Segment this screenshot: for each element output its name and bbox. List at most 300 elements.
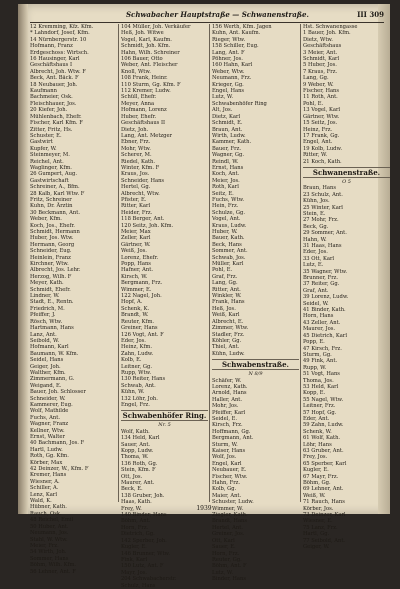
directory-entry: Schneider, W. xyxy=(30,395,66,402)
directory-entry: Ritter, Karl xyxy=(121,203,151,210)
directory-entry: Leitner, Frz. xyxy=(303,403,336,410)
directory-entry: Wolf, Mathilde xyxy=(30,408,69,415)
directory-entry: Roth, Gg. Kfm. xyxy=(30,453,69,460)
directory-entry: Weiß, Jos. xyxy=(121,248,147,255)
directory-entry: Schneider, Eug. xyxy=(30,248,72,255)
directory-entry: Huber, W. xyxy=(212,229,238,235)
directory-entry: 156 Werth, Kfm. Jagen xyxy=(212,24,272,30)
directory-entry: Wolf, Jos. xyxy=(212,454,237,461)
directory-entry: Bergmann, Frz. xyxy=(121,280,163,287)
directory-entry: Reindl, W. xyxy=(212,158,239,165)
directory-entry: Zimmermann, G. xyxy=(30,376,75,383)
directory-entry: Kühn, Ludw. xyxy=(212,350,245,357)
directory-entry: Brandt, Hans xyxy=(212,518,248,525)
directory-entry: Ebner, Frz. xyxy=(121,139,151,146)
directory-entry: Beck, E. xyxy=(121,486,143,493)
directory-entry: Huber, Ehefr. xyxy=(121,113,157,120)
directory-entry: Wald, K. xyxy=(30,498,52,505)
directory-entry: Kremer, Hans xyxy=(30,472,67,479)
directory-entry: Wiesner, A. xyxy=(30,478,60,485)
directory-entry: Lutz, W. xyxy=(212,569,233,576)
directory-entry: Kirsch, Frz. xyxy=(212,422,243,429)
street-grid-ref: Nr. 5 xyxy=(158,422,171,429)
directory-entry: Hein, Frz. xyxy=(212,203,239,210)
directory-entry: Köhler, Gg. xyxy=(212,337,242,344)
directory-entry: Hofmann, Lorenz xyxy=(121,107,167,114)
directory-entry: 122 Nagel, Joh. xyxy=(121,293,162,300)
page-number-top: III 309 xyxy=(357,10,384,19)
directory-entry: Sturm, W. xyxy=(212,441,238,448)
directory-entry: Böhm, Ant. F xyxy=(212,563,247,570)
directory-entry: 126 Vogt, Ant. F xyxy=(121,331,164,338)
directory-entry: 50 Huber, Ant. xyxy=(30,523,69,530)
directory-entry: Bergmann, Ant. xyxy=(212,435,254,442)
directory-entry: Kugler, E. xyxy=(121,544,147,551)
directory-entry: 112 Kremer, Ludw. xyxy=(121,88,171,95)
directory-entry: Lang, Gg. xyxy=(212,280,238,287)
directory-entry: 130 Reiter, Hans xyxy=(121,376,166,383)
directory-entry: 40 Bachmann, Jos. F xyxy=(30,440,85,447)
directory-entry: Schmidt, Ehefr. xyxy=(30,286,71,293)
directory-entry: Hartl, Ludw. xyxy=(30,446,63,453)
directory-entry: Fink, Karl xyxy=(121,556,148,563)
directory-entry: Schiller, A. xyxy=(30,485,59,492)
directory-entry: 48 Reichel, Emil xyxy=(30,517,74,524)
directory-entry: Seibold, W. xyxy=(30,337,60,344)
street-heading: Schwabenstraße. xyxy=(212,359,299,370)
directory-entry: Beck, Gg. xyxy=(303,223,329,230)
directory-entry: 71 Rauch, Hans xyxy=(303,499,345,506)
directory-entry: Zeller, Karl xyxy=(121,235,151,242)
directory-entry: Schuster, E. xyxy=(30,132,62,139)
directory-entry: Schmidt, Karl xyxy=(303,56,340,63)
directory-entry: Albrecht, Joh. Wtw. F xyxy=(30,68,86,75)
directory-entry: Pfeiffer, J. xyxy=(30,312,56,319)
directory-entry: Friedrich, M. xyxy=(30,305,65,312)
directory-entry: Pohl, E. xyxy=(303,100,324,107)
directory-entry: Körber, Max xyxy=(30,459,63,466)
directory-entry: Braun, Hans xyxy=(303,185,336,192)
directory-entry: 29 Sommer, Ant. xyxy=(303,230,347,237)
directory-entry: Horn, Hans xyxy=(303,313,334,320)
directory-entry: Koch, Jos., Ehefr. xyxy=(30,222,75,229)
directory-entry: Riedel, Kath. xyxy=(121,158,156,165)
directory-entry: Mayr, Jos. xyxy=(121,569,148,576)
directory-entry: Meyer, Kath. xyxy=(30,280,64,287)
directory-entry: Weiß, Karl xyxy=(212,312,240,319)
directory-entry: Weber, Ant. Fleischer xyxy=(121,62,178,69)
directory-entry: Ernst, Hans xyxy=(212,164,244,171)
directory-entry: Dietz, Karl xyxy=(212,113,241,120)
directory-entry: Engel, Ant. xyxy=(303,139,333,146)
directory-entry: 27 Mohr, Frz. xyxy=(303,217,339,224)
directory-entry: Herzog, Wilh. F xyxy=(30,273,72,280)
directory-entry: Schuster, Ludw. xyxy=(212,499,254,506)
directory-entry: Kraus, Jos. xyxy=(121,171,150,178)
directory-entry: Ernst, Walter xyxy=(30,434,65,440)
directory-entry: 16 Hausinger, Karl xyxy=(30,56,80,63)
directory-entry: Maier, Ant. xyxy=(212,492,242,499)
directory-entry: Engel, Hans xyxy=(212,88,245,95)
directory-entry: 160 Hahn, Karl xyxy=(212,62,253,69)
directory-entry: Greiner, Jos. xyxy=(212,531,245,538)
directory-entry: 20 Kiefer, Joh. xyxy=(30,107,68,114)
directory-entry: Lang, Ant. Metzger xyxy=(121,132,173,139)
directory-entry: Weigand, E. xyxy=(30,382,62,389)
directory-entry: Kolb, E. xyxy=(121,357,142,364)
directory-entry: Zitter, Fritz, Hs. xyxy=(30,126,73,133)
directory-page xyxy=(18,4,390,589)
directory-entry: Stadler, Frz. xyxy=(212,331,245,338)
directory-entry: Haas, Kath. xyxy=(121,499,152,506)
directory-entry: Meier, Jos. xyxy=(212,177,240,184)
directory-entry: Kupfer, W. xyxy=(30,145,57,152)
directory-entry: Schäfer, W. xyxy=(212,377,242,384)
directory-entry: 204 Schwabacherstr. xyxy=(121,576,177,583)
directory-entry: Zimmer, Wtw. xyxy=(212,325,249,332)
directory-entry: Gärtner, W. xyxy=(121,241,151,248)
directory-entry: Stadt, E., Rentn. xyxy=(30,299,74,306)
directory-entry: Leitner, Gg. xyxy=(121,363,152,370)
directory-entry: 47 Kirsch, Frz. xyxy=(303,345,342,352)
directory-entry: 120 Seitz, Joh. Kfm. xyxy=(121,222,174,229)
directory-entry: Rupp, Wtw. xyxy=(121,369,152,376)
directory-entry: Dietz, Joh. xyxy=(121,126,149,133)
page-header xyxy=(30,8,384,23)
directory-entry: Fischer, Hans xyxy=(303,88,340,95)
directory-entry: Ott, Jos. xyxy=(121,473,143,480)
directory-entry: Hübner, Kath. xyxy=(30,504,67,511)
directory-entry: 19 Kolb, Ludw. xyxy=(303,145,342,152)
directory-entry: 43 Zeller, Ant. xyxy=(303,319,341,326)
directory-entry: Reichel, Ant. xyxy=(30,158,64,165)
directory-entry: 65 Sperber, Karl xyxy=(303,460,347,467)
directory-entry: Fuchs, Wtw. xyxy=(212,196,245,203)
directory-entry: 150 Lutz, Ant. F xyxy=(121,563,164,570)
directory-entry: 134 Held, Karl xyxy=(121,435,160,442)
directory-entry: Hopf, A. xyxy=(121,299,143,306)
directory-entry: Ritter, W. xyxy=(303,152,328,159)
directory-entry: Schenk, W. xyxy=(303,428,332,435)
directory-entry: Brandt, W. xyxy=(121,312,149,319)
directory-entry: Weber, Wtw. xyxy=(212,68,245,75)
directory-entry: Wirth, Ludw. xyxy=(212,132,246,139)
directory-entry: Neumann, Jos. xyxy=(30,530,69,537)
directory-entry: Lorenz, Ehefr. xyxy=(121,254,159,261)
directory-entry: Albrecht, E. xyxy=(212,318,244,325)
directory-entry: Böhm, Ant. xyxy=(121,518,151,525)
directory-entry: 17 Frank, Gg. xyxy=(303,132,340,139)
directory-entry: Albrecht, Wtw. xyxy=(121,190,160,197)
directory-entry: Schulz, Hans xyxy=(121,582,156,589)
directory-entry: Geschäftshaus I xyxy=(30,62,73,69)
directory-entry: Horn, Frz. xyxy=(121,524,149,531)
directory-entry: Hermann, Georg xyxy=(30,241,75,248)
directory-entry: 25 Winter, Karl xyxy=(303,204,343,211)
directory-entry: Sauer, E. xyxy=(212,544,236,551)
directory-entry: 118 Berger, Ant. xyxy=(121,216,165,223)
directory-entry: Hafner, Ant. xyxy=(121,267,153,274)
directory-entry: Kühn, Jos. xyxy=(303,198,330,205)
directory-entry: Eder, Jos. xyxy=(303,249,328,256)
directory-entry: Hartmann, Hans xyxy=(30,325,74,332)
directory-entry: Kopp, Ludw. xyxy=(121,448,154,454)
directory-entry: 158 Schiller, Eug. xyxy=(212,43,259,50)
directory-entry: Pohl, E. xyxy=(212,267,233,274)
directory-entry: Scherer, M. xyxy=(121,152,152,159)
directory-entry: 39 Lorenz, Ludw. xyxy=(303,294,349,301)
directory-entry: Engel, Karl xyxy=(212,460,242,467)
running-head: Schwabacher Hauptstraße — Schwanenstraße. xyxy=(126,10,309,19)
directory-entry: 35 Wagner, Wtw. xyxy=(303,268,348,275)
column-rule xyxy=(300,24,301,502)
directory-entry: Rösch, Wtw. xyxy=(30,318,63,325)
directory-entry: 9 Weber, W. xyxy=(303,81,334,88)
directory-entry: Kuhn, Ant. Kaufm. xyxy=(212,30,261,37)
directory-entry: Schmidt, Hermann xyxy=(30,229,80,235)
directory-entry: Roth, Karl xyxy=(212,184,239,191)
directory-entry: Fuchs, Ant. xyxy=(30,414,60,421)
directory-entry: Lanz, Ant. xyxy=(30,331,57,338)
directory-entry: 42 Deinzer, W., Kfm. F xyxy=(30,466,89,473)
directory-entry: Graf, Ant. xyxy=(303,287,329,294)
directory-entry: Gastwirtschaft xyxy=(30,177,69,184)
directory-entry: Wimmer, E. xyxy=(121,286,152,293)
directory-entry: Neumann, Frz. xyxy=(212,75,252,82)
directory-entry: Fischer, Wtw. xyxy=(212,473,248,480)
directory-entry: Hst. Schwanengasse xyxy=(303,24,358,30)
directory-entry: Kaufmann xyxy=(30,88,57,95)
directory-entry: Meier, Frz. xyxy=(30,542,59,549)
directory-entry: Kellner, Wtw. xyxy=(30,427,65,434)
directory-entry: Kolb, Gg. xyxy=(212,486,237,493)
directory-entry: Heider, Frz. xyxy=(121,209,153,216)
directory-entry: Alt, Jos. xyxy=(212,107,233,114)
column-rule xyxy=(118,24,119,502)
directory-entry: Kopp, E. xyxy=(303,390,326,397)
directory-entry: Frey, W. xyxy=(121,505,142,512)
directory-entry: Binder, Hans xyxy=(212,576,247,583)
column-4 xyxy=(303,24,390,551)
directory-entry: Hoffmann, Gg. xyxy=(212,428,251,435)
directory-entry: 140 Binder, Hans xyxy=(121,512,167,519)
directory-entry: Stahl, W. Wtw. xyxy=(30,536,68,543)
directory-entry: Kaiser, Hans xyxy=(212,448,246,454)
street-grid-ref: O 5 xyxy=(342,178,351,185)
directory-entry: Hertel, Gg. xyxy=(121,184,151,191)
directory-entry: Schwabenhöfer Ring xyxy=(212,100,267,107)
column-1 xyxy=(30,24,117,575)
page-footer: 1939 xyxy=(196,505,212,512)
directory-entry: Schüll, Ehefr. xyxy=(121,94,157,101)
directory-entry: 13 Vogel, Karl xyxy=(303,107,341,114)
directory-entry: 146 Brunner, Wtw. xyxy=(121,550,171,557)
directory-entry: Seidel, E. xyxy=(212,415,238,422)
directory-entry: Vogel, Karl, Kaufm. xyxy=(121,36,172,43)
page-gutter xyxy=(18,4,28,514)
street-grid-ref: N 8/9 xyxy=(248,371,263,378)
directory-entry: Graf, Frz. xyxy=(212,273,238,280)
directory-entry: Braun, Ant. xyxy=(212,126,243,133)
directory-entry: 41 Binder, Kath. xyxy=(303,307,346,314)
directory-entry: Zahn, Ludw. xyxy=(121,350,154,357)
directory-entry: Frank, Hans xyxy=(212,299,245,306)
directory-entry: 77 Seibold, Ant. xyxy=(303,537,346,544)
directory-entry: 106 Bauer, Otto xyxy=(121,56,163,63)
directory-entry: 1 Bauer, Joh. Kfm. xyxy=(303,30,351,37)
directory-entry: 110 Sturm, Gg. Kfm. F xyxy=(121,81,181,88)
directory-entry: Kirchner, Wtw. xyxy=(30,261,69,268)
directory-entry: Kugler, E. xyxy=(303,467,329,474)
directory-entry: Ziegler, Kath. xyxy=(212,512,248,519)
directory-entry: Brunner, Frz. xyxy=(303,275,339,282)
directory-entry: Böhm, Wilh. Kfm. xyxy=(30,562,77,569)
directory-entry: Beck, Hans xyxy=(212,241,242,248)
directory-entry: Kammerer, Eug. xyxy=(30,401,73,408)
directory-entry: Wagner, Gg. xyxy=(212,152,245,159)
directory-entry: Müller, Karl xyxy=(212,261,244,268)
directory-entry: Stein, E. xyxy=(303,210,326,217)
directory-entry: 30 Beckmann, Ant. xyxy=(30,209,80,216)
directory-entry: Heß, Jos. xyxy=(212,305,236,312)
directory-entry: Löhr, Hans xyxy=(303,441,332,448)
directory-entry: Neubauer, E. xyxy=(212,467,247,474)
directory-entry: Rieger, Wtw. xyxy=(212,36,246,43)
directory-entry: Geschäftshaus II xyxy=(121,120,166,127)
directory-entry: Pfister, E. xyxy=(121,196,147,203)
directory-entry: Geiger, Joh. xyxy=(30,363,61,370)
directory-entry: Popp, Hans xyxy=(121,261,151,268)
directory-entry: Sauer, Ant. xyxy=(121,441,151,448)
directory-entry: Lutz, E. xyxy=(303,262,324,269)
directory-entry: Wiesner, E. xyxy=(303,518,333,525)
directory-entry: Schmidt, Joh. Kfm. xyxy=(121,43,171,50)
directory-entry: Körber, Jos. xyxy=(303,505,334,512)
directory-entry: Arnold, Hans xyxy=(212,390,247,397)
directory-entry: 138 Gruber, Joh. xyxy=(121,492,165,499)
directory-entry: Knoll, Wtw. xyxy=(121,68,151,75)
street-heading: Schwabenhöfer Ring. xyxy=(122,411,207,421)
directory-entry: Maurer, Ant. xyxy=(121,480,155,487)
directory-entry: Dietrich, Gg. xyxy=(121,531,155,538)
directory-entry: Mühlenbach, Ehefr. xyxy=(30,113,82,120)
directory-entry: Schwab, Ant. xyxy=(121,382,156,389)
directory-entry: 69 Lehner, Ant. xyxy=(303,486,344,493)
directory-entry: Hofmann, Karl xyxy=(30,344,69,351)
directory-entry: Reuter, Gg. xyxy=(212,556,242,563)
directory-entry: Fischer, Karl Kfm. F xyxy=(30,120,83,127)
directory-entry: 108 Frank, Heinr. xyxy=(121,75,168,82)
directory-entry: Kirsch, W. xyxy=(121,273,148,280)
directory-entry: Sommer, Ant. xyxy=(212,248,248,255)
directory-entry: Rauch, Osk. xyxy=(30,510,62,517)
directory-entry: Eder, Ant. xyxy=(303,415,330,422)
directory-entry: Ott, Karl xyxy=(212,537,235,544)
directory-entry: 23 Schulz, Ant. xyxy=(303,191,343,198)
directory-entry: Thiel, Ant. xyxy=(212,344,240,351)
directory-entry: Böhm, Gg. xyxy=(303,480,331,487)
directory-entry: 5 Huber, Jos. xyxy=(303,62,337,69)
directory-entry: * Lahndorf, Josef, Kfm. xyxy=(30,30,90,37)
directory-entry: 26 Gumpert, Aug. xyxy=(30,171,77,178)
directory-entry: Rupp, W. xyxy=(303,364,327,371)
directory-entry: Eder, Jos. xyxy=(121,337,146,344)
directory-entry: Engel, Frz. xyxy=(121,401,150,408)
directory-entry: Bauer, Kath. xyxy=(212,235,245,242)
directory-entry: Huber, Jos. Wtw. xyxy=(30,235,74,242)
column-3 xyxy=(212,24,299,583)
directory-entry: Wolf, Kath. xyxy=(121,428,150,435)
directory-entry: 53 Held, Karl xyxy=(303,383,339,390)
directory-entry: 73 Deinzer, Karl xyxy=(303,512,346,519)
directory-entry: Lorenz, Kath. xyxy=(212,383,248,390)
directory-entry: 33 Ott, Karl xyxy=(303,255,335,262)
directory-entry: Pfeiffer, Karl xyxy=(212,409,246,416)
directory-entry: Thoma, W. xyxy=(121,454,149,461)
directory-entry: Seidel, W. xyxy=(303,300,329,307)
directory-entry: 15 Seitz, Jos. xyxy=(303,120,338,127)
directory-entry: Weiß, W. xyxy=(303,492,326,499)
directory-entry: Vogel, Ant. xyxy=(212,216,241,223)
directory-entry: Lenz, Karl xyxy=(30,491,57,498)
directory-entry: Seitz, E. xyxy=(212,190,234,197)
directory-entry: Geiger, W. xyxy=(303,544,330,551)
directory-entry: Horn, Frz. xyxy=(212,550,240,557)
directory-entry: Kammer, Kath. xyxy=(212,139,252,146)
directory-entry: 61 Wolf, Kath. xyxy=(303,435,341,442)
directory-entry: 18 Neubauer, Joh. xyxy=(30,81,78,88)
directory-entry: Lang, Ant. F xyxy=(212,49,245,56)
directory-entry: 3 Meier, Ant. xyxy=(303,49,338,56)
directory-entry: Bauer, Joh. Schlosser xyxy=(30,389,86,396)
directory-entry: Stein, Kfm. F xyxy=(121,467,156,474)
column-rule xyxy=(209,24,210,502)
directory-entry: Steinmeyer, M. xyxy=(30,152,70,159)
directory-entry: Ritter, Ant. xyxy=(212,286,241,293)
directory-entry: Hahn, Wilh. Schreiner xyxy=(121,49,180,56)
directory-entry: Seidel, Hans xyxy=(30,357,64,364)
directory-entry: Beck, Ant. Bäck. F xyxy=(30,75,79,82)
directory-entry: Schulze, Gg. xyxy=(212,209,246,216)
directory-entry: 7 Kraus, Frz. xyxy=(303,68,338,75)
directory-entry: Krieger, Gg. xyxy=(212,81,244,88)
directory-entry: 56 Lehner, Ant. F xyxy=(30,568,76,575)
directory-entry: Walther, Kfm. xyxy=(30,369,66,376)
directory-entry: 63 Gruber, Ant. xyxy=(303,448,344,454)
directory-entry: Kühn, W. xyxy=(121,389,145,396)
directory-entry: 136 Roth, Gg. xyxy=(121,460,158,467)
directory-entry: Meier, Max xyxy=(121,229,151,235)
directory-entry: 51 Vogt, Hans xyxy=(303,371,340,378)
directory-entry: Dietz, Wtw. xyxy=(303,36,333,43)
directory-entry: Heß, Joh. Witwe xyxy=(121,30,164,37)
directory-entry: 12 Kremming, Kfz. Kfm. xyxy=(30,24,94,30)
directory-entry: Lang, Gg. xyxy=(303,75,329,82)
directory-entry: 14 Nürnbergerstr. 10 xyxy=(30,36,87,43)
directory-entry: Waglinger, Kfm. xyxy=(30,164,72,171)
street-heading: Schwanenstraße. xyxy=(303,167,390,178)
directory-entry: Hahn, Frz. xyxy=(212,480,241,487)
directory-entry: 11 Roth, Ant. xyxy=(303,94,338,101)
directory-entry: Frey, Jos. xyxy=(303,454,328,461)
directory-entry: 104 Müller, Joh. Verkäufer xyxy=(121,24,191,30)
directory-entry: Schwab, Jos. xyxy=(212,254,246,261)
directory-entry: 54 Wirth, Joh. xyxy=(30,549,67,556)
directory-entry: Mohr, Jos. xyxy=(212,403,239,410)
directory-entry: Sturm, Gg. xyxy=(303,351,332,358)
directory-entry: Sommer, Hans xyxy=(30,555,69,562)
directory-entry: 142 Sperber, Joh. xyxy=(121,537,167,544)
